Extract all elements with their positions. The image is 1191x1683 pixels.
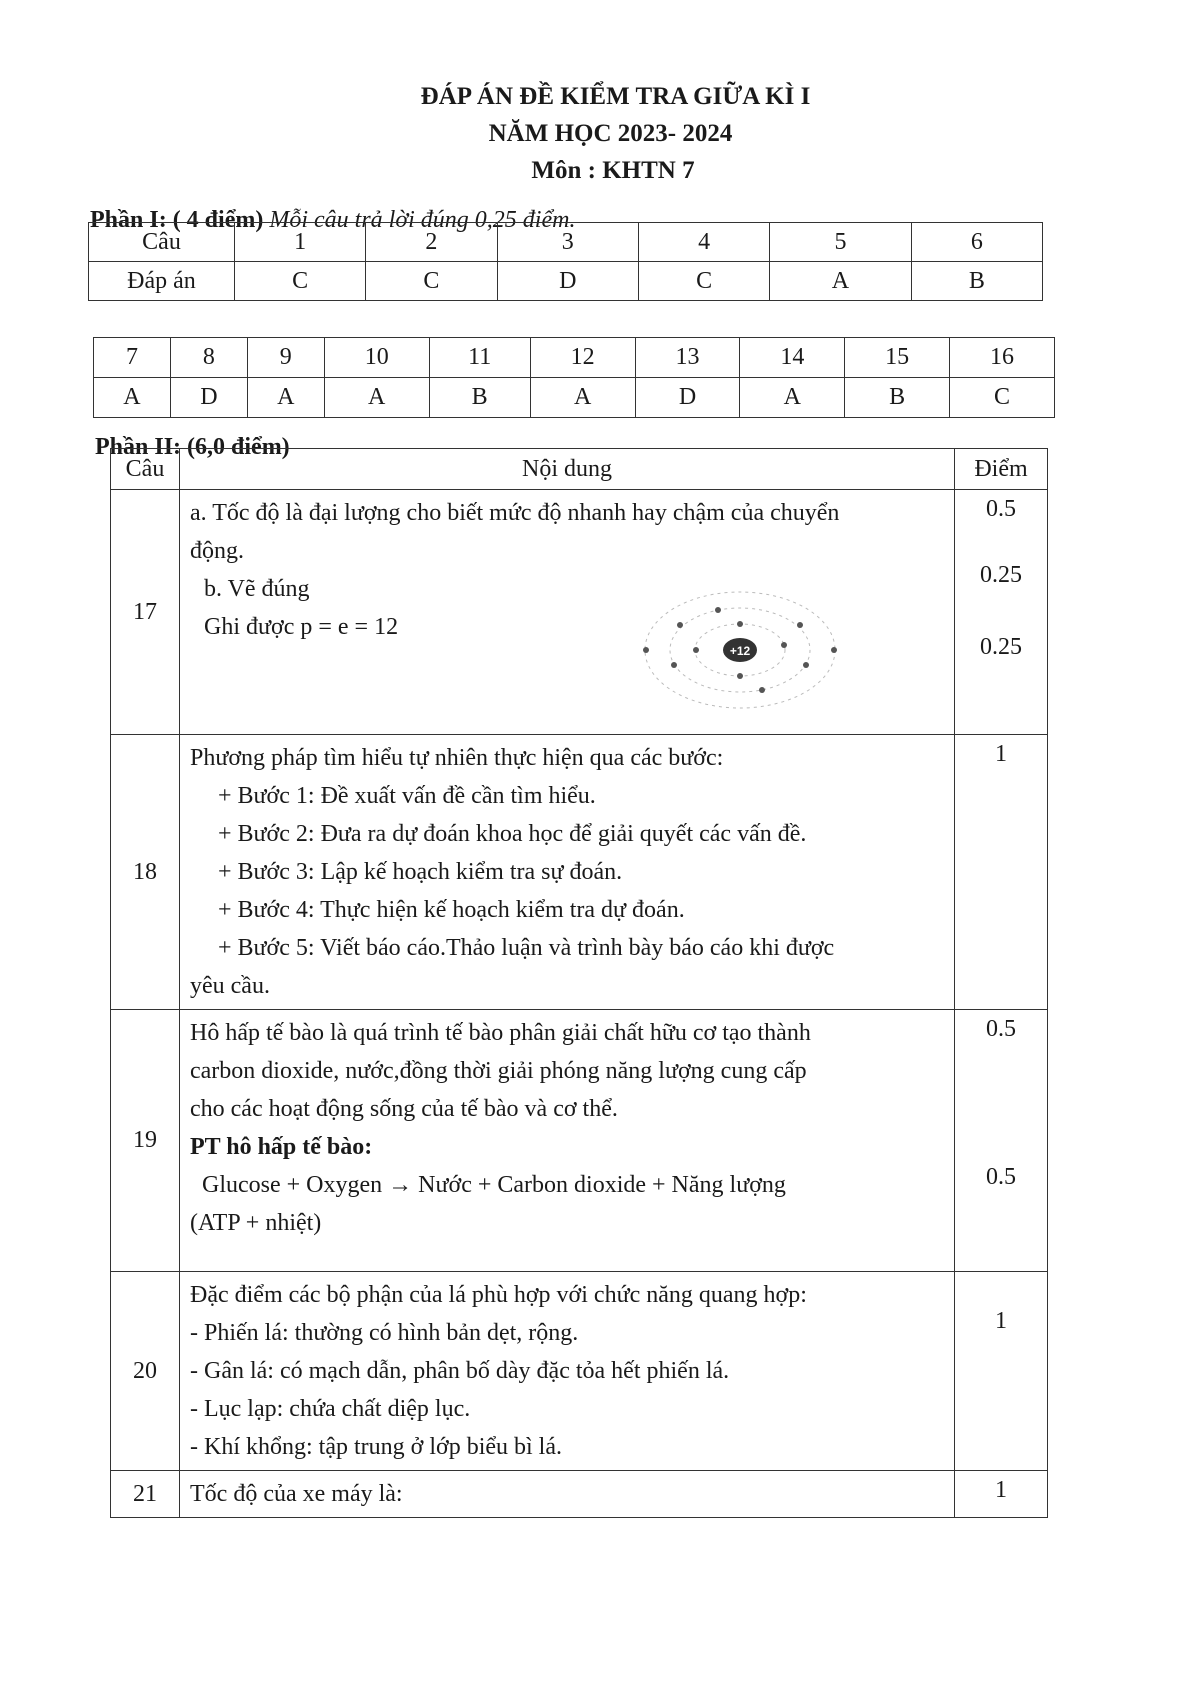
- question-row: [94, 338, 1055, 378]
- content-line: + Bước 5: Viết báo cáo.Thảo luận và trình bày báo cáo khi được: [218, 935, 835, 961]
- question-number: 13: [635, 338, 740, 378]
- answer-cell: A: [247, 378, 324, 418]
- essay-row-21: [111, 1471, 1048, 1518]
- content-line: Hô hấp tế bào là quá trình tế bào phân giải chất hữu cơ tạo thành: [190, 1020, 811, 1046]
- answer-cell: D: [635, 378, 740, 418]
- answer-cell: A: [770, 262, 911, 301]
- score-value: 1: [995, 1308, 1007, 1334]
- answer-row: [89, 262, 1043, 301]
- header-noidung: Nội dung: [180, 449, 955, 490]
- answer-cell: A: [94, 378, 171, 418]
- question-number: 18: [111, 735, 180, 1010]
- essay-row-17: [111, 490, 1048, 735]
- answer-table-2: [93, 337, 1055, 418]
- content-line: động.: [190, 538, 244, 564]
- question-row: [89, 223, 1043, 262]
- question-number: 1: [235, 223, 366, 262]
- question-number: 10: [324, 338, 429, 378]
- title-block: [0, 78, 1191, 189]
- electron-dot: [671, 662, 677, 668]
- content-line: - Gân lá: có mạch dẫn, phân bố dày đặc tỏa hết phiến lá.: [190, 1358, 730, 1384]
- question-number: 8: [170, 338, 247, 378]
- content-line: Ghi được p = e = 12: [204, 614, 399, 640]
- essay-row-20: [111, 1272, 1048, 1471]
- content-line: yêu cầu.: [190, 973, 270, 999]
- answer-row-label: Đáp án: [89, 262, 235, 301]
- answer-cell: C: [235, 262, 366, 301]
- electron-dot: [781, 642, 787, 648]
- answer-cell: C: [366, 262, 497, 301]
- electron-dot: [693, 647, 699, 653]
- answer-cell: A: [324, 378, 429, 418]
- answer-cell: C: [950, 378, 1055, 418]
- question-number: 4: [638, 223, 769, 262]
- content-line: cho các hoạt động sống của tế bào và cơ thể.: [190, 1096, 618, 1122]
- question-number: 16: [950, 338, 1055, 378]
- score-value: 0.25: [980, 634, 1022, 660]
- electron-dot: [797, 622, 803, 628]
- content-line: + Bước 1: Đề xuất vấn đề cần tìm hiểu.: [218, 783, 596, 809]
- score-cell: [955, 490, 1048, 735]
- content-line: Phương pháp tìm hiểu tự nhiên thực hiện qua các bước:: [190, 745, 724, 771]
- score-cell: [955, 735, 1048, 1010]
- electron-dot: [677, 622, 683, 628]
- question-number: 21: [111, 1471, 180, 1518]
- question-number: 11: [429, 338, 530, 378]
- content-line: carbon dioxide, nước,đồng thời giải phóng năng lượng cung cấp: [190, 1058, 807, 1084]
- header-diem: Điểm: [955, 449, 1048, 490]
- content-line: - Phiến lá: thường có hình bản dẹt, rộng.: [190, 1320, 579, 1346]
- electron-dot: [737, 621, 743, 627]
- content-line: - Khí khổng: tập trung ở lớp biểu bì lá.: [190, 1434, 562, 1460]
- score-cell: [955, 1471, 1048, 1518]
- electron-dot: [737, 673, 743, 679]
- content-line: Glucose + Oxygen → Nước + Carbon dioxide + Năng lượng: [202, 1172, 786, 1198]
- score-value: 0.25: [980, 562, 1022, 588]
- essay-table-header: [111, 449, 1048, 490]
- answer-cell: B: [845, 378, 950, 418]
- content-line: PT hô hấp tế bào:: [190, 1134, 373, 1160]
- question-number: 5: [770, 223, 911, 262]
- content-line: + Bước 3: Lập kế hoạch kiểm tra sự đoán.: [218, 859, 623, 885]
- answer-table-1: [88, 222, 1043, 301]
- essay-answer-table: [110, 448, 1048, 1518]
- part1-heading-italic: Mỗi câu trả lời đúng 0,25 điểm.: [269, 207, 576, 233]
- answer-cell: D: [170, 378, 247, 418]
- electron-dot: [643, 647, 649, 653]
- score-cell: [955, 1010, 1048, 1272]
- content-line: + Bước 2: Đưa ra dự đoán khoa học để giải quyết các vấn đề.: [218, 821, 807, 847]
- essay-row-19: [111, 1010, 1048, 1272]
- question-number: 2: [366, 223, 497, 262]
- title-line-3: Môn : KHTN 7: [531, 157, 695, 184]
- part2-heading: Phần II: (6,0 điểm): [95, 434, 290, 460]
- question-number: 19: [111, 1010, 180, 1272]
- content-line: Đặc điểm các bộ phận của lá phù hợp với chức năng quang hợp:: [190, 1282, 807, 1308]
- answer-cell: C: [638, 262, 769, 301]
- electron-dot: [803, 662, 809, 668]
- electron-dot: [759, 687, 765, 693]
- score-value: 1: [995, 1477, 1007, 1503]
- answer-cell: A: [740, 378, 845, 418]
- header-cau: Câu: [111, 449, 180, 490]
- question-number: 17: [111, 490, 180, 735]
- electron-dot: [831, 647, 837, 653]
- answer-content: [180, 735, 955, 1010]
- atom-diagram: [630, 590, 850, 730]
- score-value: 0.5: [986, 496, 1016, 522]
- content-line: - Lục lạp: chứa chất diệp lục.: [190, 1396, 471, 1422]
- content-line: a. Tốc độ là đại lượng cho biết mức độ nhanh hay chậm của chuyển: [190, 500, 840, 526]
- answer-content: [180, 1010, 955, 1272]
- title-line-1: ĐÁP ÁN ĐỀ KIỂM TRA GIỮA KÌ I: [420, 83, 811, 110]
- content-line: b. Vẽ đúng: [204, 576, 310, 602]
- content-line: Tốc độ của xe máy là:: [190, 1481, 403, 1507]
- question-number: 12: [530, 338, 635, 378]
- answer-cell: A: [530, 378, 635, 418]
- question-number: 14: [740, 338, 845, 378]
- answer-cell: B: [429, 378, 530, 418]
- question-number: 9: [247, 338, 324, 378]
- content-line: + Bước 4: Thực hiện kế hoạch kiểm tra dự đoán.: [218, 897, 685, 923]
- score-value: 1: [995, 741, 1007, 767]
- answer-content: [180, 1471, 955, 1518]
- title-line-2: NĂM HỌC 2023- 2024: [488, 120, 733, 147]
- score-value: 0.5: [986, 1164, 1016, 1190]
- question-number: 15: [845, 338, 950, 378]
- question-number: 6: [911, 223, 1042, 262]
- electron-dot: [715, 607, 721, 613]
- answer-content: [180, 1272, 955, 1471]
- part1-heading-bold: Phần I: ( 4 điểm): [90, 207, 264, 233]
- essay-row-18: [111, 735, 1048, 1010]
- question-number: 7: [94, 338, 171, 378]
- question-number: 3: [497, 223, 638, 262]
- question-row-label: Câu: [89, 223, 235, 262]
- answer-cell: D: [497, 262, 638, 301]
- question-number: 20: [111, 1272, 180, 1471]
- answer-row: [94, 378, 1055, 418]
- nucleus-label: +12: [729, 644, 751, 658]
- answer-cell: B: [911, 262, 1042, 301]
- score-cell: [955, 1272, 1048, 1471]
- content-line: (ATP + nhiệt): [190, 1210, 322, 1236]
- score-value: 0.5: [986, 1016, 1016, 1042]
